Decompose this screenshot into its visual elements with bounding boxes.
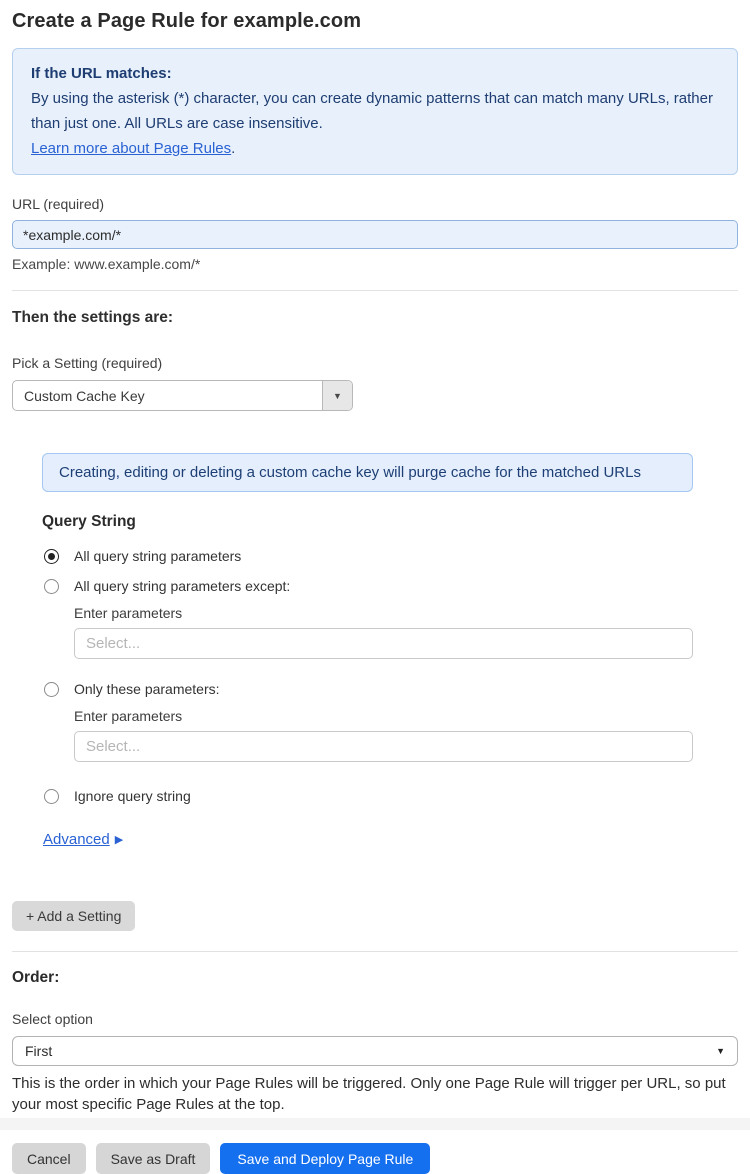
- radio-label[interactable]: All query string parameters: [74, 548, 242, 564]
- cache-key-notice: Creating, editing or deleting a custom cache key will purge cache for the matched URLs: [42, 453, 693, 492]
- settings-heading: Then the settings are:: [12, 309, 174, 326]
- advanced-link-label[interactable]: Advanced: [43, 831, 110, 848]
- chevron-down-icon: ▼: [716, 1046, 725, 1056]
- radio-button-all-params[interactable]: [44, 549, 59, 564]
- divider: [12, 951, 738, 952]
- page-title: Create a Page Rule for example.com: [12, 10, 362, 32]
- query-string-section: [42, 453, 693, 849]
- info-box-body: By using the asterisk (*) character, you can create dynamic patterns that can match many URLs, rather than just one. All URLs are case insensitive.: [31, 90, 713, 132]
- radio-button-all-except[interactable]: [44, 579, 59, 594]
- order-select-label: Select option: [12, 1011, 93, 1027]
- url-field-label: URL (required): [12, 196, 105, 212]
- enter-parameters-label: Enter parameters: [74, 708, 183, 724]
- cancel-button[interactable]: Cancel: [12, 1143, 86, 1174]
- query-string-heading: Query String: [42, 513, 136, 530]
- order-help-text: This is the order in which your Page Rules will be triggered. Only one Page Rule will trigger per URL, so put your most specific Page Rules at the top.: [12, 1075, 726, 1113]
- radio-label[interactable]: Ignore query string: [74, 788, 191, 804]
- only-these-parameters-block: [74, 708, 693, 762]
- radio-label[interactable]: Only these parameters:: [74, 681, 220, 697]
- setting-dropdown-value: Custom Cache Key: [24, 387, 145, 404]
- chevron-right-icon: ▶: [114, 834, 124, 846]
- only-parameters-input[interactable]: [74, 731, 693, 762]
- radio-button-only-these[interactable]: [44, 682, 59, 697]
- pick-setting-label: Pick a Setting (required): [12, 355, 163, 371]
- info-box-link-line: [31, 136, 719, 161]
- radio-label[interactable]: All query string parameters except:: [74, 578, 291, 594]
- page-background-strip: [0, 1118, 750, 1130]
- radio-option-ignore[interactable]: [42, 788, 693, 804]
- chevron-down-icon: ▼: [333, 390, 342, 401]
- order-dropdown-value: First: [25, 1043, 53, 1059]
- all-except-parameters-block: [74, 605, 693, 659]
- link-suffix: .: [231, 140, 236, 157]
- save-as-draft-button[interactable]: Save as Draft: [96, 1143, 211, 1174]
- add-setting-button[interactable]: + Add a Setting: [12, 901, 135, 931]
- save-and-deploy-button[interactable]: Save and Deploy Page Rule: [220, 1143, 430, 1174]
- setting-dropdown-arrow-box[interactable]: [322, 381, 352, 410]
- setting-dropdown[interactable]: [12, 380, 353, 411]
- advanced-link[interactable]: [43, 831, 123, 848]
- radio-option-all-except[interactable]: [42, 578, 693, 594]
- radio-button-ignore[interactable]: [44, 789, 59, 804]
- radio-option-all-params[interactable]: [42, 548, 693, 564]
- url-match-info-box: [12, 48, 738, 175]
- url-example-text: Example: www.example.com/*: [12, 256, 201, 272]
- except-parameters-input[interactable]: [74, 628, 693, 659]
- enter-parameters-label: Enter parameters: [74, 605, 183, 621]
- radio-option-only-these[interactable]: [42, 681, 693, 697]
- order-dropdown[interactable]: [12, 1036, 738, 1066]
- info-box-heading: If the URL matches:: [31, 65, 172, 82]
- learn-more-link[interactable]: Learn more about Page Rules: [31, 140, 232, 157]
- divider: [12, 290, 738, 291]
- url-input[interactable]: [12, 220, 738, 249]
- footer-actions: [12, 1143, 738, 1174]
- order-heading: Order:: [12, 969, 60, 986]
